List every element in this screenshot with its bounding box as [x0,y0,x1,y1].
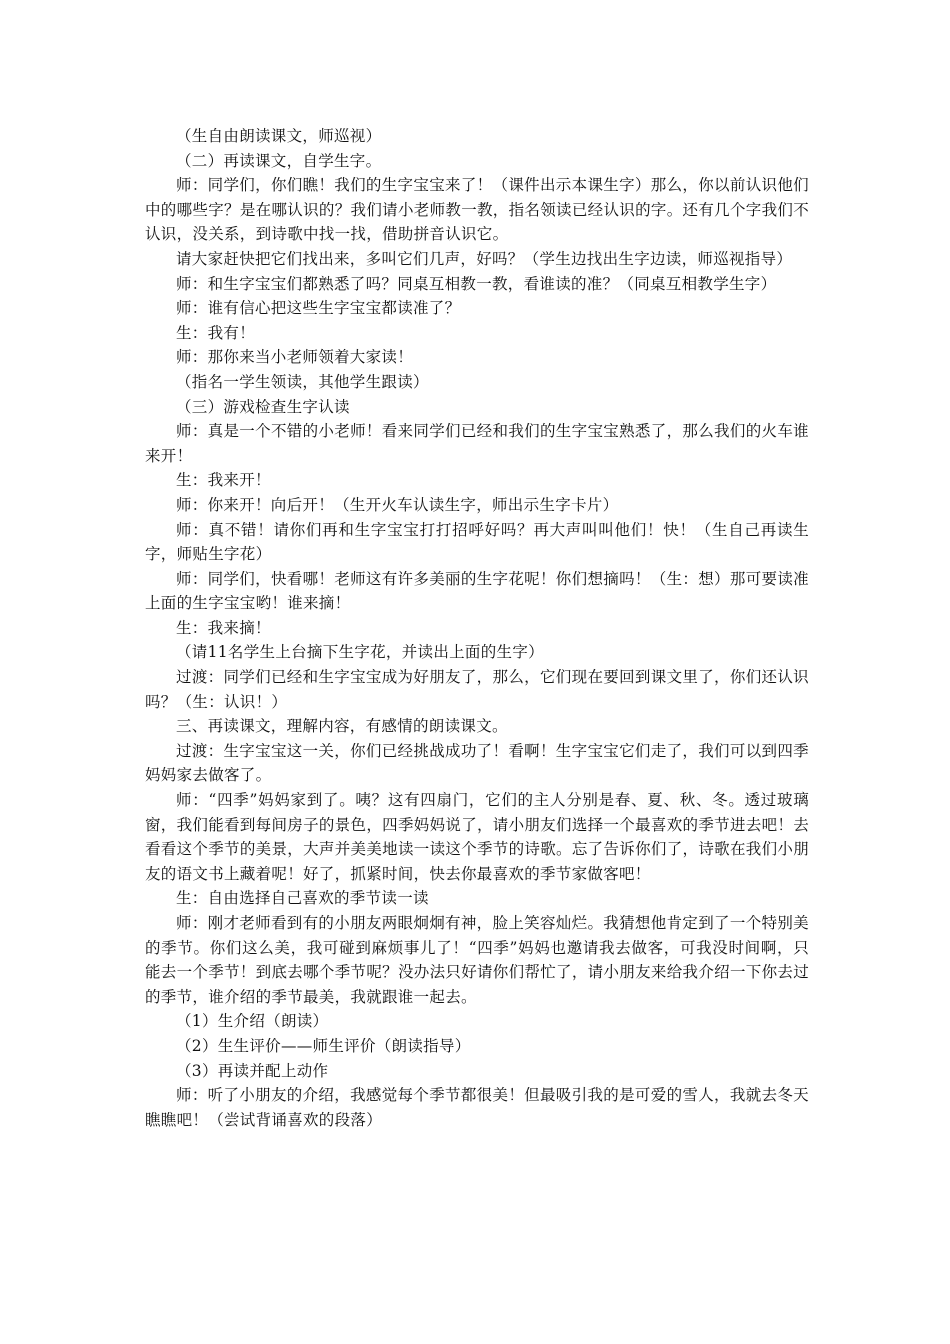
paragraph-6: 师：谁有信心把这些生字宝宝都读准了？ [176,299,461,318]
paragraph-22: 生：自由选择自己喜欢的季节读一读 [176,889,429,908]
paragraph-5: 师：和生字宝宝们都熟悉了吗？同桌互相教一教，看谁读的准？（同桌互相教学生字） [176,274,777,293]
paragraph-1: （生自由朗读课文，师巡视） [176,127,382,145]
paragraph-19: 三、再读课文，理解内容，有感情的朗读课文。 [176,717,508,736]
document-page [145,124,809,1132]
paragraph-7: 生：我有！ [176,323,256,342]
paragraph-11: 师：真是一个不错的小老师！看来同学们已经和我们的生字宝宝熟悉了，那么我们的火车谁来开！ [145,422,809,465]
paragraph-3: 师：同学们，你们瞧！我们的生字宝宝来了！（课件出示本课生字）那么，你以前认识他们中的哪些字？是在哪认识的？我们请小老师教一教，指名领读已经认识的字。还有几个字我们不认识，没关系，到诗歌中找一找，借助拼音认识它。 [145,176,809,244]
paragraph-2: （二）再读课文，自学生字。 [176,151,382,170]
paragraph-18: 过渡：同学们已经和生字宝宝成为好朋友了，那么，它们现在要回到课文里了，你们还认识吗？（生：认识！） [145,668,809,711]
paragraph-13: 师：你来开！向后开！（生开火车认读生字，师出示生字卡片） [176,495,619,514]
paragraph-25: （2）生生评价——师生评价（朗读指导） [176,1036,471,1055]
paragraph-24: （1）生介绍（朗读） [176,1012,329,1031]
paragraph-12: 生：我来开！ [176,471,271,490]
paragraph-9: （指名一学生领读，其他学生跟读） [176,372,429,391]
paragraph-4: 请大家赶快把它们找出来，多叫它们几声，好吗？（学生边找出生字边读，师巡视指导） [176,249,793,268]
paragraph-15: 师：同学们，快看哪！老师这有许多美丽的生字花呢！你们想摘吗！（生：想）那可要读准上面的生字宝宝哟！谁来摘！ [145,569,809,613]
paragraph-14: 师：真不错！请你们再和生字宝宝打打招呼好吗？再大声叫叫他们！快！（生自己再读生字，师贴生字花） [145,520,809,564]
paragraph-17: （请11名学生上台摘下生字花，并读出上面的生字） [176,643,544,662]
paragraph-23: 师：刚才老师看到有的小朋友两眼炯炯有神，脸上笑容灿烂。我猜想他肯定到了一个特别美的季节。你们这么美，我可碰到麻烦事儿了！“四季”妈妈也邀请我去做客，可我没时间啊，只能去一个季节！到底去哪个季节呢？没办法只好请你们帮忙了，请小朋友来给我介绍一下你去过的季节，谁介绍的季节最美，我就跟谁一起去。 [145,914,809,1006]
paragraph-10: （三）游戏检查生字认读 [176,397,350,416]
paragraph-21: 师：“四季”妈妈家到了。咦？这有四扇门，它们的主人分别是春、夏、秋、冬。透过玻璃窗，我们能看到每间房子的景色，四季妈妈说了，请小朋友们选择一个最喜欢的季节进去吧！去看看这个季节的美景，大声并美美地读一读这个季节的诗歌。忘了告诉你们了，诗歌在我们小朋友的语文书上藏着呢！好了，抓紧时间，快去你最喜欢的季节家做客吧！ [145,791,809,883]
paragraph-16: 生：我来摘！ [176,618,271,637]
paragraph-8: 师：那你来当小老师领着大家读！ [176,348,414,367]
paragraph-26: （3）再读并配上动作 [176,1061,329,1080]
paragraph-20: 过渡：生字宝宝这一关，你们已经挑战成功了！看啊！生字宝宝它们走了，我们可以到四季妈妈家去做客了。 [145,741,809,785]
paragraph-27: 师：听了小朋友的介绍，我感觉每个季节都很美！但最吸引我的是可爱的雪人，我就去冬天瞧瞧吧！（尝试背诵喜欢的段落） [145,1086,809,1129]
